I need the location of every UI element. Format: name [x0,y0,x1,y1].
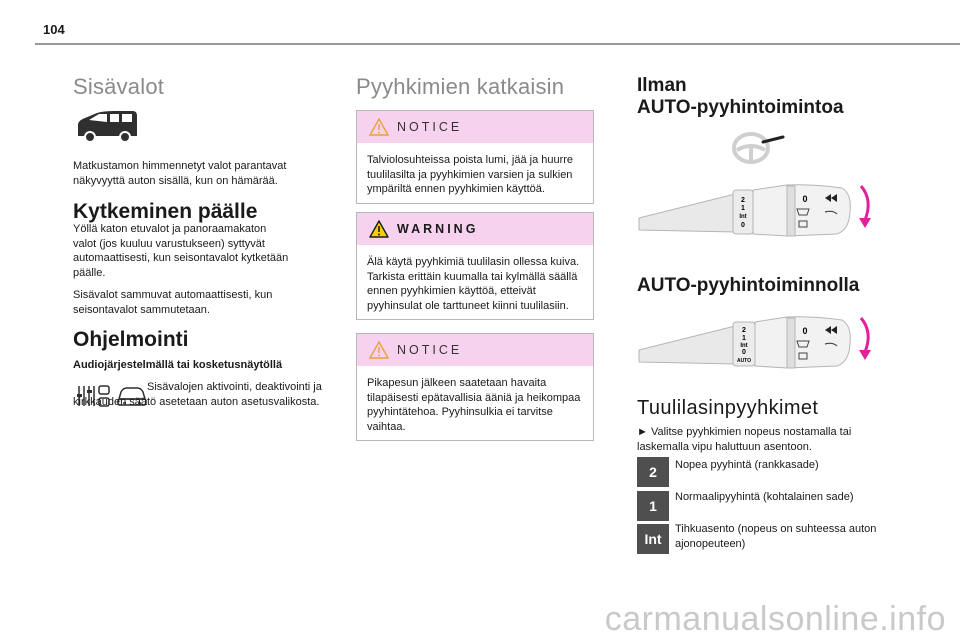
speed-text-2: Nopea pyyhintä (rankkasade) [675,459,819,471]
watermark: carmanualsonline.info [604,600,946,638]
heading-without-auto-line1: Ilman [637,75,687,96]
stalk-auto-label-1: 1 [742,335,746,342]
notice-header-2 [357,334,593,366]
speed-badge-1: 1 [637,491,669,521]
speed-text-1: Normaalipyyhintä (kohtalainen sade) [675,491,854,503]
heading-switch-on: Kytkeminen päälle [73,200,258,223]
van-icon [75,110,139,149]
warning-label: WARNING [397,222,479,236]
programming-text-content: Sisävalojen aktivointi, deaktivointi ja kirkkauden säätö asetetaan auton asetusvalikosta. [73,381,322,408]
stalk-label-0: 0 [741,222,745,229]
stalk-label-int: Int [739,214,747,220]
section-title-interior-lights: Sisävalot [73,74,165,99]
notice-label-1: NOTICE [397,120,463,134]
section-title-wiper-switch: Pyyhkimien katkaisin [356,74,565,99]
warning-text: Älä käytä pyyhkimiä tuulilasin ollessa kuiva. Tarkista erittäin kuumalla tai kylmällä säällä ennen pyyhkimien käyttöä, etteivät pyyhinsulat ole tarttuneet kiinni tuulilasiin. [367,256,580,312]
notice-header-1 [357,111,593,143]
heading-without-auto-line2: AUTO-pyyhintoimintoa [637,97,844,118]
warning-box [356,212,594,320]
programming-subheading: Audiojärjestelmällä tai kosketusnäytöllä [73,359,283,371]
heading-windscreen-wipers: Tuulilasinpyyhkimet [637,397,819,419]
switch-on-text-1: Yöllä katon etuvalot ja panoraamakaton valot (jos kuuluu varustukseen) syttyvät automaattisesti, kun seisontavalot kytketään päälle. [73,223,289,279]
speed-badge-int: Int [637,524,669,554]
heading-with-auto: AUTO-pyyhintoiminnolla [637,275,860,296]
programming-text [73,380,331,409]
notice-box-2 [356,333,594,441]
notice-box-1 [356,110,594,204]
page-number: 104 [43,22,65,37]
stalk-auto-label-int: Int [740,343,748,349]
stalk-auto-label-0-rear: 0 [802,326,808,336]
notice-icon [369,341,389,359]
interior-lights-intro: Matkustamon himmennetyt valot parantavat näkyvyyttä auton sisällä, kun on hämärää. [73,160,287,187]
stalk-auto-label-auto: AUTO [736,358,752,364]
stalk-label-1: 1 [741,205,745,212]
steering-wheel-icon [729,128,787,171]
windscreen-intro: ► Valitse pyyhkimien nopeus nostamalla tai laskemalla vipu haluttuun asentoon. [637,426,852,453]
stalk-auto-label-2: 2 [742,327,746,334]
wiper-stalk-manual [637,180,887,247]
stalk-label-0-rear: 0 [802,194,808,204]
switch-on-text-2: Sisävalot sammuvat automaattisesti, kun seisontavalot sammutetaan. [73,289,273,316]
warning-icon [369,220,389,238]
speed-badge-2: 2 [637,457,669,487]
notice-label-2: NOTICE [397,343,463,357]
wiper-stalk-auto [637,312,887,379]
notice-text-2: Pikapesun jälkeen saatetaan havaita tilapäisesti epätavallisia ääniä ja heikompaa pyyhintätehoa. Pyyhinsulkia ei tarvitse vaihtaa. [367,377,581,433]
stalk-auto-label-0: 0 [742,349,746,356]
speed-text-int: Tihkuasento (nopeus on suhteessa auton ajonopeuteen) [675,523,877,550]
heading-programming: Ohjelmointi [73,328,189,351]
notice-icon [369,118,389,136]
notice-text-1: Talviolosuhteissa poista lumi, jää ja huurre tuulilasilta ja pyyhkimien varsien ja sulkien ympäriltä ennen pyyhkimien käyttöä. [367,154,574,195]
top-rule [35,43,960,45]
stalk-label-2: 2 [741,197,745,204]
warning-header [357,213,593,245]
